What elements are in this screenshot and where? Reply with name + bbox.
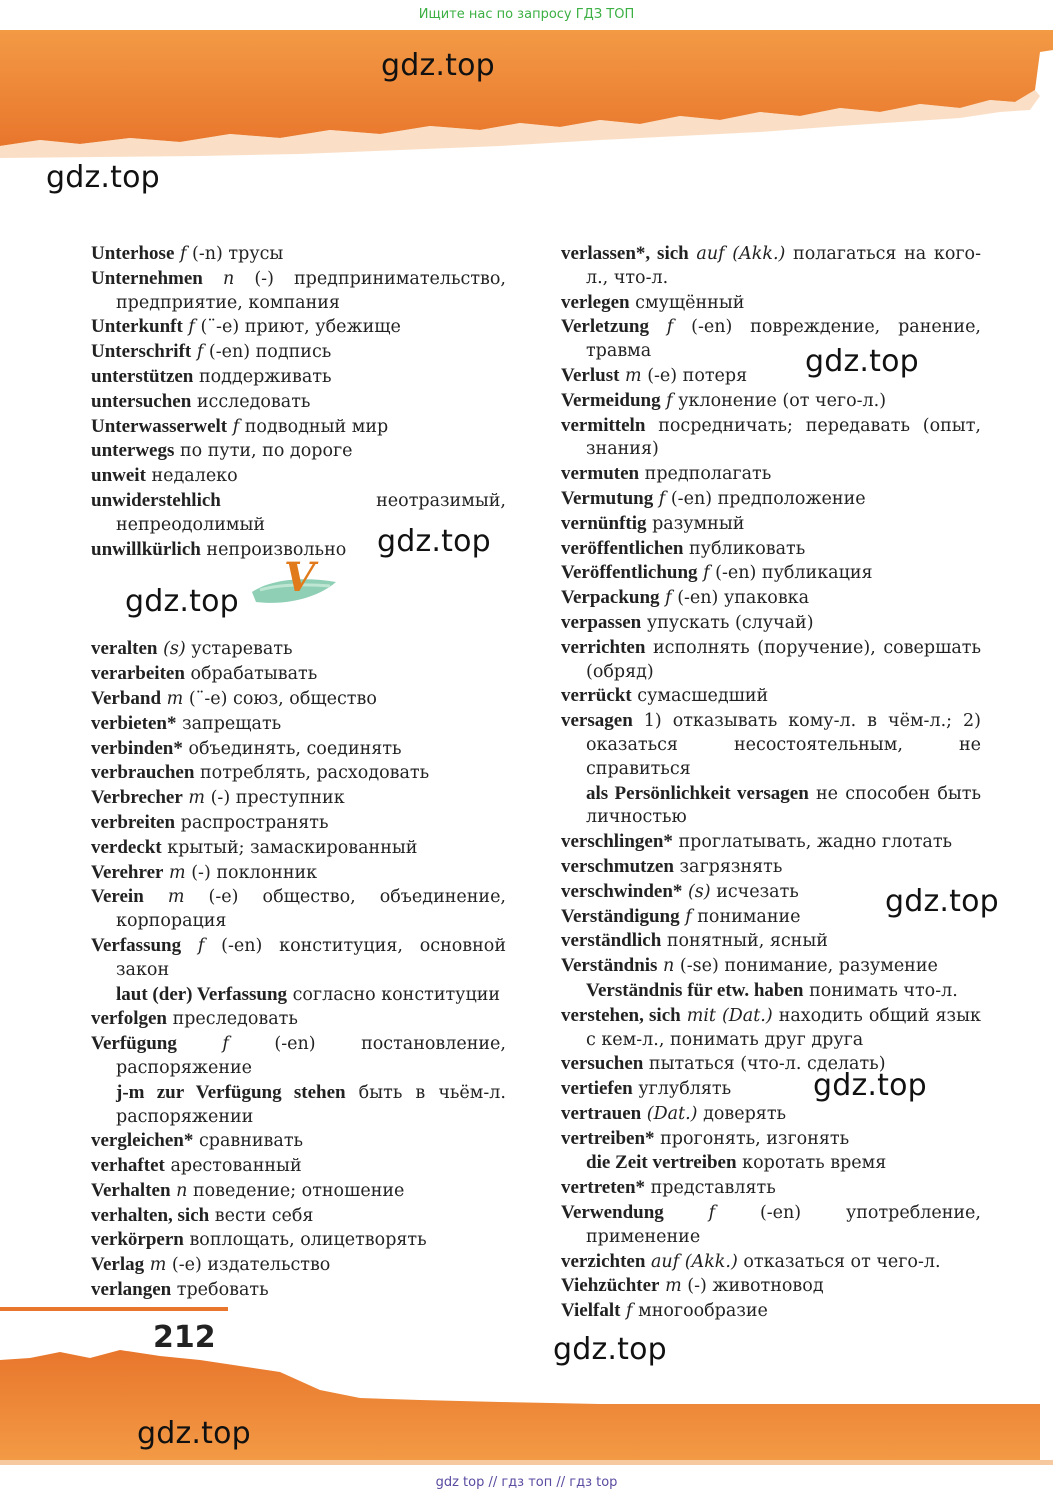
translation: отказаться от чего-л.	[743, 1251, 941, 1272]
grammar-note: m	[169, 862, 186, 883]
grammar-note: f	[666, 390, 673, 411]
dictionary-entry	[561, 1274, 981, 1299]
watermark: gdz.top	[805, 344, 919, 379]
translation: (-en) упаковка	[677, 588, 810, 609]
section-letter: V	[284, 554, 316, 601]
headword: verstehen, sich	[561, 1004, 681, 1026]
dictionary-entry	[91, 1129, 506, 1154]
translation: поведение; отношение	[192, 1180, 405, 1201]
translation: проглатывать, жадно глотать	[678, 832, 953, 853]
grammar-note: (s)	[687, 881, 711, 902]
translation: арестованный	[170, 1156, 302, 1177]
headword: Unterhose	[91, 243, 175, 264]
grammar-note: (Dat.)	[646, 1103, 698, 1124]
dictionary-entry	[561, 1102, 981, 1127]
grammar-note: f	[188, 317, 195, 338]
translation: (-) предпринимательство, предприятие, компания	[116, 268, 506, 313]
dictionary-entry	[561, 487, 981, 512]
headword: verrichten	[561, 636, 646, 658]
dictionary-entry	[91, 1007, 506, 1032]
headword: Verständnis für etw. haben	[586, 979, 804, 1001]
headword: vergleichen*	[91, 1130, 194, 1152]
headword: Verständigung	[561, 905, 680, 927]
headword: verlegen	[561, 291, 630, 313]
grammar-note: m	[625, 365, 642, 386]
translation: крытый; замаскированный	[167, 837, 418, 858]
headword: Verehrer	[91, 861, 164, 883]
translation: потреблять, расходовать	[200, 763, 430, 784]
dictionary-entry	[561, 291, 981, 316]
headword: veröffentlichen	[561, 537, 684, 559]
translation: вести себя	[214, 1205, 314, 1226]
grammar-note: f	[179, 244, 187, 264]
dictionary-entry	[91, 439, 506, 464]
translation: исследовать	[196, 391, 311, 412]
watermark: gdz.top	[885, 884, 999, 919]
headword: unweit	[91, 465, 146, 487]
headword: versagen	[561, 710, 633, 732]
dictionary-subentry	[561, 782, 981, 831]
dictionary-entry	[561, 905, 981, 930]
watermark: gdz.top	[46, 160, 160, 195]
dictionary-entry	[561, 611, 981, 636]
translation: (-) поклонник	[191, 862, 318, 883]
dictionary-entry	[561, 414, 981, 463]
dictionary-entry	[91, 1154, 506, 1179]
dictionary-subentry	[561, 979, 981, 1004]
headword: verpassen	[561, 611, 642, 633]
translation: (-e) потеря	[647, 365, 748, 386]
watermark: gdz.top	[125, 584, 239, 619]
dictionary-entry	[91, 885, 506, 934]
translation: (-en) предположение	[670, 488, 866, 509]
dictionary-entry	[91, 315, 506, 340]
dictionary-entry	[561, 364, 981, 389]
grammar-note: auf (Akk.)	[696, 244, 786, 264]
translation: упускать (случай)	[646, 612, 814, 633]
translation: (-en) подпись	[208, 342, 332, 363]
dictionary-entry	[91, 538, 506, 563]
dictionary-entry	[561, 684, 981, 709]
dictionary-entry	[561, 1127, 981, 1152]
translation: посредничать; передавать (опыт, знания)	[586, 415, 981, 460]
grammar-note: m	[665, 1276, 682, 1297]
top-orange-banner	[0, 30, 1053, 160]
dictionary-entry	[91, 861, 506, 886]
headword: Veröffentlichung	[561, 562, 698, 584]
grammar-note: m	[149, 1255, 167, 1276]
dictionary-entry	[561, 242, 981, 291]
dictionary-entry	[561, 586, 981, 611]
dictionary-entry	[561, 855, 981, 880]
translation: преследовать	[172, 1009, 298, 1030]
headword: untersuchen	[91, 390, 192, 412]
translation: 1) отказывать кому-л. в чём-л.; 2) оказаться несостоятельным, не справиться	[586, 711, 981, 779]
dictionary-entry	[91, 365, 506, 390]
translation: сравнивать	[198, 1131, 304, 1152]
dictionary-entry	[561, 636, 981, 685]
dictionary-entry	[561, 1201, 981, 1250]
grammar-note: f	[626, 1301, 633, 1322]
watermark: gdz.top	[137, 1416, 251, 1451]
dictionary-entry	[91, 415, 506, 440]
translation: поддерживать	[198, 366, 332, 387]
translation: полагаться на кого-л., что-л.	[586, 244, 981, 288]
headword: Verfügung	[91, 1033, 177, 1055]
headword: verschmutzen	[561, 855, 674, 877]
entries-v	[91, 637, 506, 1303]
headword: Verbrecher	[91, 787, 183, 809]
headword: Vermutung	[561, 487, 654, 509]
translation: уклонение (от чего-л.)	[678, 390, 887, 411]
headword: unwiderstehlich	[91, 489, 221, 511]
dictionary-entry	[91, 836, 506, 861]
dictionary-entry	[561, 929, 981, 954]
headword: verbieten*	[91, 712, 177, 734]
translation: сумасшедший	[637, 686, 769, 707]
dictionary-entry	[561, 1176, 981, 1201]
translation: смущённый	[635, 292, 745, 313]
translation: понятный, ясный	[666, 931, 828, 952]
translation: пытаться (что-л. сделать)	[648, 1054, 886, 1075]
headword: Verpackung	[561, 587, 660, 609]
headword: Unterwasserwelt	[91, 415, 228, 437]
dictionary-entry	[91, 242, 506, 267]
headword: als Persönlichkeit versagen	[586, 782, 809, 804]
grammar-note: f	[665, 588, 672, 609]
headword: vertreiben*	[561, 1127, 655, 1149]
grammar-note: f	[708, 1203, 716, 1224]
translation: (-se) понимание, разумение	[679, 956, 938, 977]
headword: Verwendung	[561, 1202, 664, 1224]
translation: прогонять, изгонять	[660, 1128, 850, 1149]
dictionary-entry	[561, 561, 981, 586]
headword: verkörpern	[91, 1229, 184, 1251]
dictionary-entry	[91, 267, 506, 316]
headword: unwillkürlich	[91, 538, 201, 560]
translation: подводный мир	[244, 416, 389, 437]
watermark: gdz.top	[381, 48, 495, 83]
translation: объединять, соединять	[188, 738, 402, 759]
translation: (-en) повреждение, ранение, травма	[586, 317, 981, 362]
grammar-note: f	[666, 317, 674, 338]
grammar-note: n	[222, 268, 235, 289]
grammar-note: n	[176, 1180, 188, 1201]
grammar-note: m	[188, 788, 205, 809]
headword: verhalten, sich	[91, 1204, 210, 1226]
headword: Unternehmen	[91, 267, 203, 289]
headword: j-m zur Verfügung stehen	[116, 1081, 346, 1103]
dictionary-entry	[561, 954, 981, 979]
translation: исчезать	[716, 881, 799, 902]
dictionary-entry	[561, 1250, 981, 1275]
grammar-note: f	[658, 488, 666, 509]
headword: Unterschrift	[91, 341, 192, 363]
translation: (-en) употребление, применение	[586, 1203, 981, 1247]
translation: согласно конституции	[292, 984, 501, 1005]
dictionary-entry	[91, 1032, 506, 1081]
headword: vertreten*	[561, 1177, 646, 1199]
dictionary-entry	[91, 934, 506, 983]
dictionary-entry	[91, 786, 506, 811]
headword: verschlingen*	[561, 831, 673, 853]
translation: (-) преступник	[210, 788, 345, 809]
translation: распространять	[180, 812, 329, 833]
dictionary-entry	[91, 1278, 506, 1303]
page-number: 212	[153, 1320, 216, 1355]
headword: Vermeidung	[561, 389, 661, 411]
watermark: gdz.top	[377, 524, 491, 559]
headword: Verlag	[91, 1254, 145, 1276]
grammar-note: f	[685, 906, 692, 927]
grammar-note: n	[663, 956, 675, 977]
headword: verständlich	[561, 930, 662, 952]
headword: unterwegs	[91, 440, 175, 462]
headword: unterstützen	[91, 365, 194, 387]
translation: (-n) трусы	[192, 244, 284, 264]
translation: понимание	[697, 906, 801, 927]
watermark: gdz.top	[553, 1332, 667, 1367]
entries-v-continued	[561, 242, 981, 1324]
headword: versuchen	[561, 1053, 644, 1075]
dictionary-entry	[561, 389, 981, 414]
dictionary-column-right	[561, 242, 981, 1324]
grammar-note: f	[703, 563, 710, 584]
translation: воплощать, олицетворять	[189, 1230, 427, 1251]
translation: запрещать	[182, 713, 282, 734]
grammar-note: f	[196, 342, 204, 363]
headword: verzichten	[561, 1250, 646, 1272]
grammar-note: f	[232, 416, 240, 437]
translation: многообразие	[638, 1301, 768, 1322]
dictionary-entry	[91, 1253, 506, 1278]
dictionary-entry	[561, 1299, 981, 1324]
dictionary-entry	[91, 340, 506, 365]
dictionary-entry	[561, 1004, 981, 1053]
translation: (-e) издательство	[171, 1255, 331, 1276]
translation: (¨-e) приют, убежище	[200, 317, 401, 338]
translation: не способен быть личностью	[586, 783, 981, 828]
headword: verbrauchen	[91, 762, 195, 784]
dictionary-entry	[91, 464, 506, 489]
translation: представлять	[650, 1178, 776, 1199]
dictionary-entry	[561, 880, 981, 905]
headword: verbinden*	[91, 737, 183, 759]
translation: разумный	[652, 513, 745, 534]
headword: Verfassung	[91, 934, 182, 956]
headword: die Zeit vertreiben	[586, 1152, 737, 1174]
dictionary-entry	[91, 390, 506, 415]
dictionary-entry	[91, 761, 506, 786]
dictionary-entry	[561, 512, 981, 537]
translation: (-en) публикация	[715, 563, 873, 584]
translation: (-) животновод	[687, 1276, 824, 1297]
dictionary-entry	[91, 1204, 506, 1229]
dictionary-entry	[561, 1077, 981, 1102]
translation: (-e) общество, объединение, корпорация	[116, 887, 506, 932]
translation: обрабатывать	[190, 664, 318, 685]
headword: vernünftig	[561, 512, 647, 534]
headword: Verband	[91, 687, 162, 709]
headword: verdeckt	[91, 836, 162, 858]
translation: загрязнять	[679, 856, 783, 877]
dictionary-entry	[91, 712, 506, 737]
headword: verhaftet	[91, 1155, 165, 1177]
dictionary-entry	[561, 537, 981, 562]
grammar-note: mit (Dat.)	[686, 1005, 773, 1026]
page-number-rule	[0, 1307, 228, 1311]
entries-u	[91, 242, 506, 562]
search-hint-footer: gdz top // гдз топ // гдз top	[435, 1475, 618, 1490]
headword: vertrauen	[561, 1102, 642, 1124]
dictionary-entry	[561, 315, 981, 364]
grammar-note: f	[197, 935, 205, 956]
headword: verfolgen	[91, 1008, 167, 1030]
translation: публиковать	[688, 538, 806, 559]
dictionary-entry	[561, 830, 981, 855]
headword: verrückt	[561, 685, 632, 707]
dictionary-subentry	[91, 983, 506, 1008]
dictionary-entry	[561, 1052, 981, 1077]
translation: недалеко	[151, 466, 238, 487]
dictionary-entry	[561, 709, 981, 781]
headword: Verständnis	[561, 955, 658, 977]
dictionary-entry	[91, 811, 506, 836]
translation: требовать	[176, 1280, 269, 1301]
headword: Vielfalt	[561, 1300, 621, 1322]
dictionary-entry	[91, 737, 506, 762]
grammar-note: m	[167, 887, 185, 908]
dictionary-column-left	[91, 242, 506, 1303]
headword: vertiefen	[561, 1078, 633, 1100]
headword: Verein	[91, 886, 144, 908]
translation: устаревать	[191, 639, 293, 660]
translation: непроизвольно	[206, 539, 347, 560]
headword: verarbeiten	[91, 663, 185, 685]
headword: verlassen*, sich	[561, 243, 689, 264]
headword: laut (der) Verfassung	[116, 983, 288, 1005]
dictionary-entry	[91, 687, 506, 712]
headword: verbreiten	[91, 811, 176, 833]
translation: предполагать	[644, 464, 772, 485]
dictionary-subentry	[91, 1081, 506, 1130]
translation: углублять	[638, 1079, 732, 1100]
translation: находить общий язык с кем-л., понимать друг друга	[586, 1005, 981, 1050]
grammar-note: (s)	[163, 639, 186, 660]
search-hint-header: Ищите нас по запросу ГДЗ ТОП	[418, 7, 635, 22]
translation: быть в чьём-л. распоряжении	[116, 1082, 506, 1127]
translation: по пути, по дороге	[179, 441, 353, 462]
translation: (-en) постановление, распоряжение	[116, 1034, 506, 1078]
dictionary-entry	[91, 1228, 506, 1253]
grammar-note: auf (Akk.)	[650, 1251, 738, 1272]
translation: неотразимый, непреодолимый	[116, 490, 506, 535]
grammar-note: m	[166, 688, 184, 709]
dictionary-entry	[91, 637, 506, 662]
dictionary-entry	[91, 489, 506, 538]
translation: доверять	[703, 1103, 787, 1124]
headword: verschwinden*	[561, 880, 683, 902]
translation: (¨-e) союз, общество	[188, 688, 377, 709]
dictionary-entry	[91, 1179, 506, 1204]
headword: Viehzüchter	[561, 1275, 660, 1297]
dictionary-entry	[91, 662, 506, 687]
translation: понимать что-л.	[809, 980, 958, 1001]
headword: Verlust	[561, 364, 620, 386]
translation: (-en) конституция, основной закон	[116, 935, 506, 980]
headword: Unterkunft	[91, 316, 183, 338]
dictionary-subentry	[561, 1151, 981, 1176]
translation: исполнять (поручение), совершать (обряд)	[586, 637, 981, 682]
headword: vermitteln	[561, 414, 646, 436]
headword: veralten	[91, 638, 158, 660]
headword: verlangen	[91, 1279, 172, 1301]
headword: Verhalten	[91, 1179, 171, 1201]
watermark: gdz.top	[813, 1068, 927, 1103]
translation: коротать время	[742, 1153, 887, 1174]
grammar-note: f	[222, 1034, 229, 1055]
dictionary-entry	[561, 462, 981, 487]
headword: Verletzung	[561, 316, 649, 338]
headword: vermuten	[561, 463, 640, 485]
